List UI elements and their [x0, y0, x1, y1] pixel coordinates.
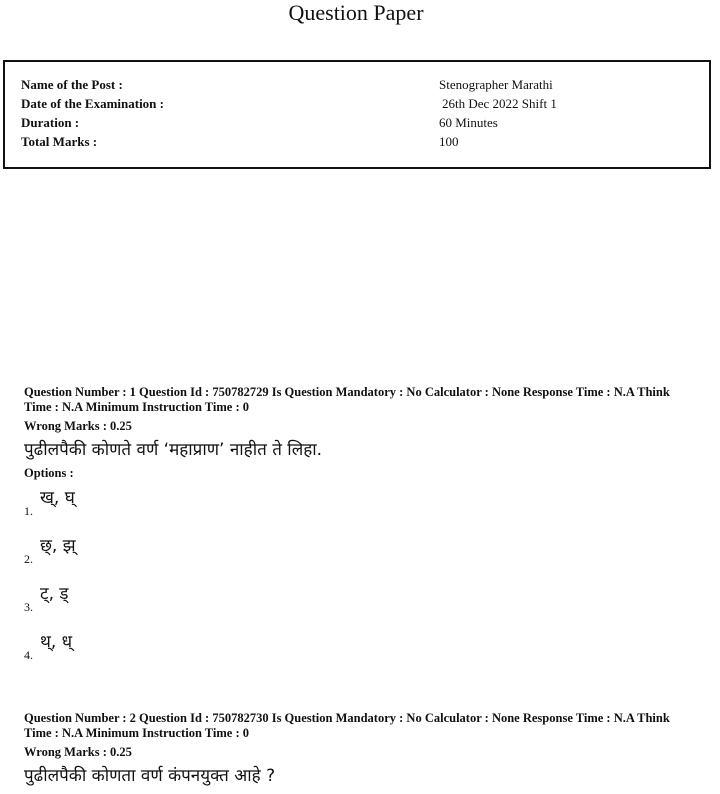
wrong-marks: Wrong Marks : 0.25 — [24, 745, 132, 759]
exam-info-box — [3, 60, 711, 169]
option-text: थ्, ध् — [40, 632, 73, 652]
info-value: 26th Dec 2022 Shift 1 — [442, 96, 557, 111]
option-1[interactable] — [24, 481, 720, 529]
info-value: 60 Minutes — [439, 115, 498, 130]
option-2[interactable] — [24, 529, 720, 577]
option-number: 2. — [24, 552, 33, 566]
option-4[interactable] — [24, 625, 720, 673]
option-text: ट्, ड् — [40, 584, 69, 604]
wrong-marks: Wrong Marks : 0.25 — [24, 419, 132, 433]
options-label: Options : — [24, 466, 74, 480]
info-label: Date of the Examination : — [21, 96, 164, 111]
option-text: ख्, घ् — [40, 488, 75, 508]
info-label: Total Marks : — [21, 134, 98, 149]
info-label: Duration : — [21, 115, 80, 130]
question-meta-line: Time : N.A Minimum Instruction Time : 0 — [24, 400, 250, 414]
option-number: 1. — [24, 504, 33, 518]
option-3[interactable] — [24, 577, 720, 625]
info-value: Stenographer Marathi — [439, 77, 553, 92]
question-meta-line: Question Number : 1 Question Id : 750782729 Is Question Mandatory : No Calculator : None Response Time : N.A Think — [24, 385, 670, 399]
question-meta-line: Time : N.A Minimum Instruction Time : 0 — [24, 726, 250, 740]
question-block-2 — [24, 711, 720, 786]
option-number: 3. — [24, 600, 33, 614]
info-label: Name of the Post : — [21, 77, 123, 92]
question-text: पुढीलपैकी कोणते वर्ण ‘महाप्राण’ नाहीत ते लिहा. — [24, 440, 323, 460]
question-block-1 — [24, 385, 720, 673]
info-value: 100 — [439, 134, 459, 149]
question-text: पुढीलपैकी कोणता वर्ण कंपनयुक्त आहे ? — [24, 766, 276, 786]
option-text: छ्, झ् — [40, 536, 76, 556]
question-meta-line: Question Number : 2 Question Id : 750782730 Is Question Mandatory : No Calculator : None Response Time : N.A Think — [24, 711, 670, 725]
page-title: Question Paper — [288, 0, 424, 25]
option-number: 4. — [24, 648, 33, 662]
